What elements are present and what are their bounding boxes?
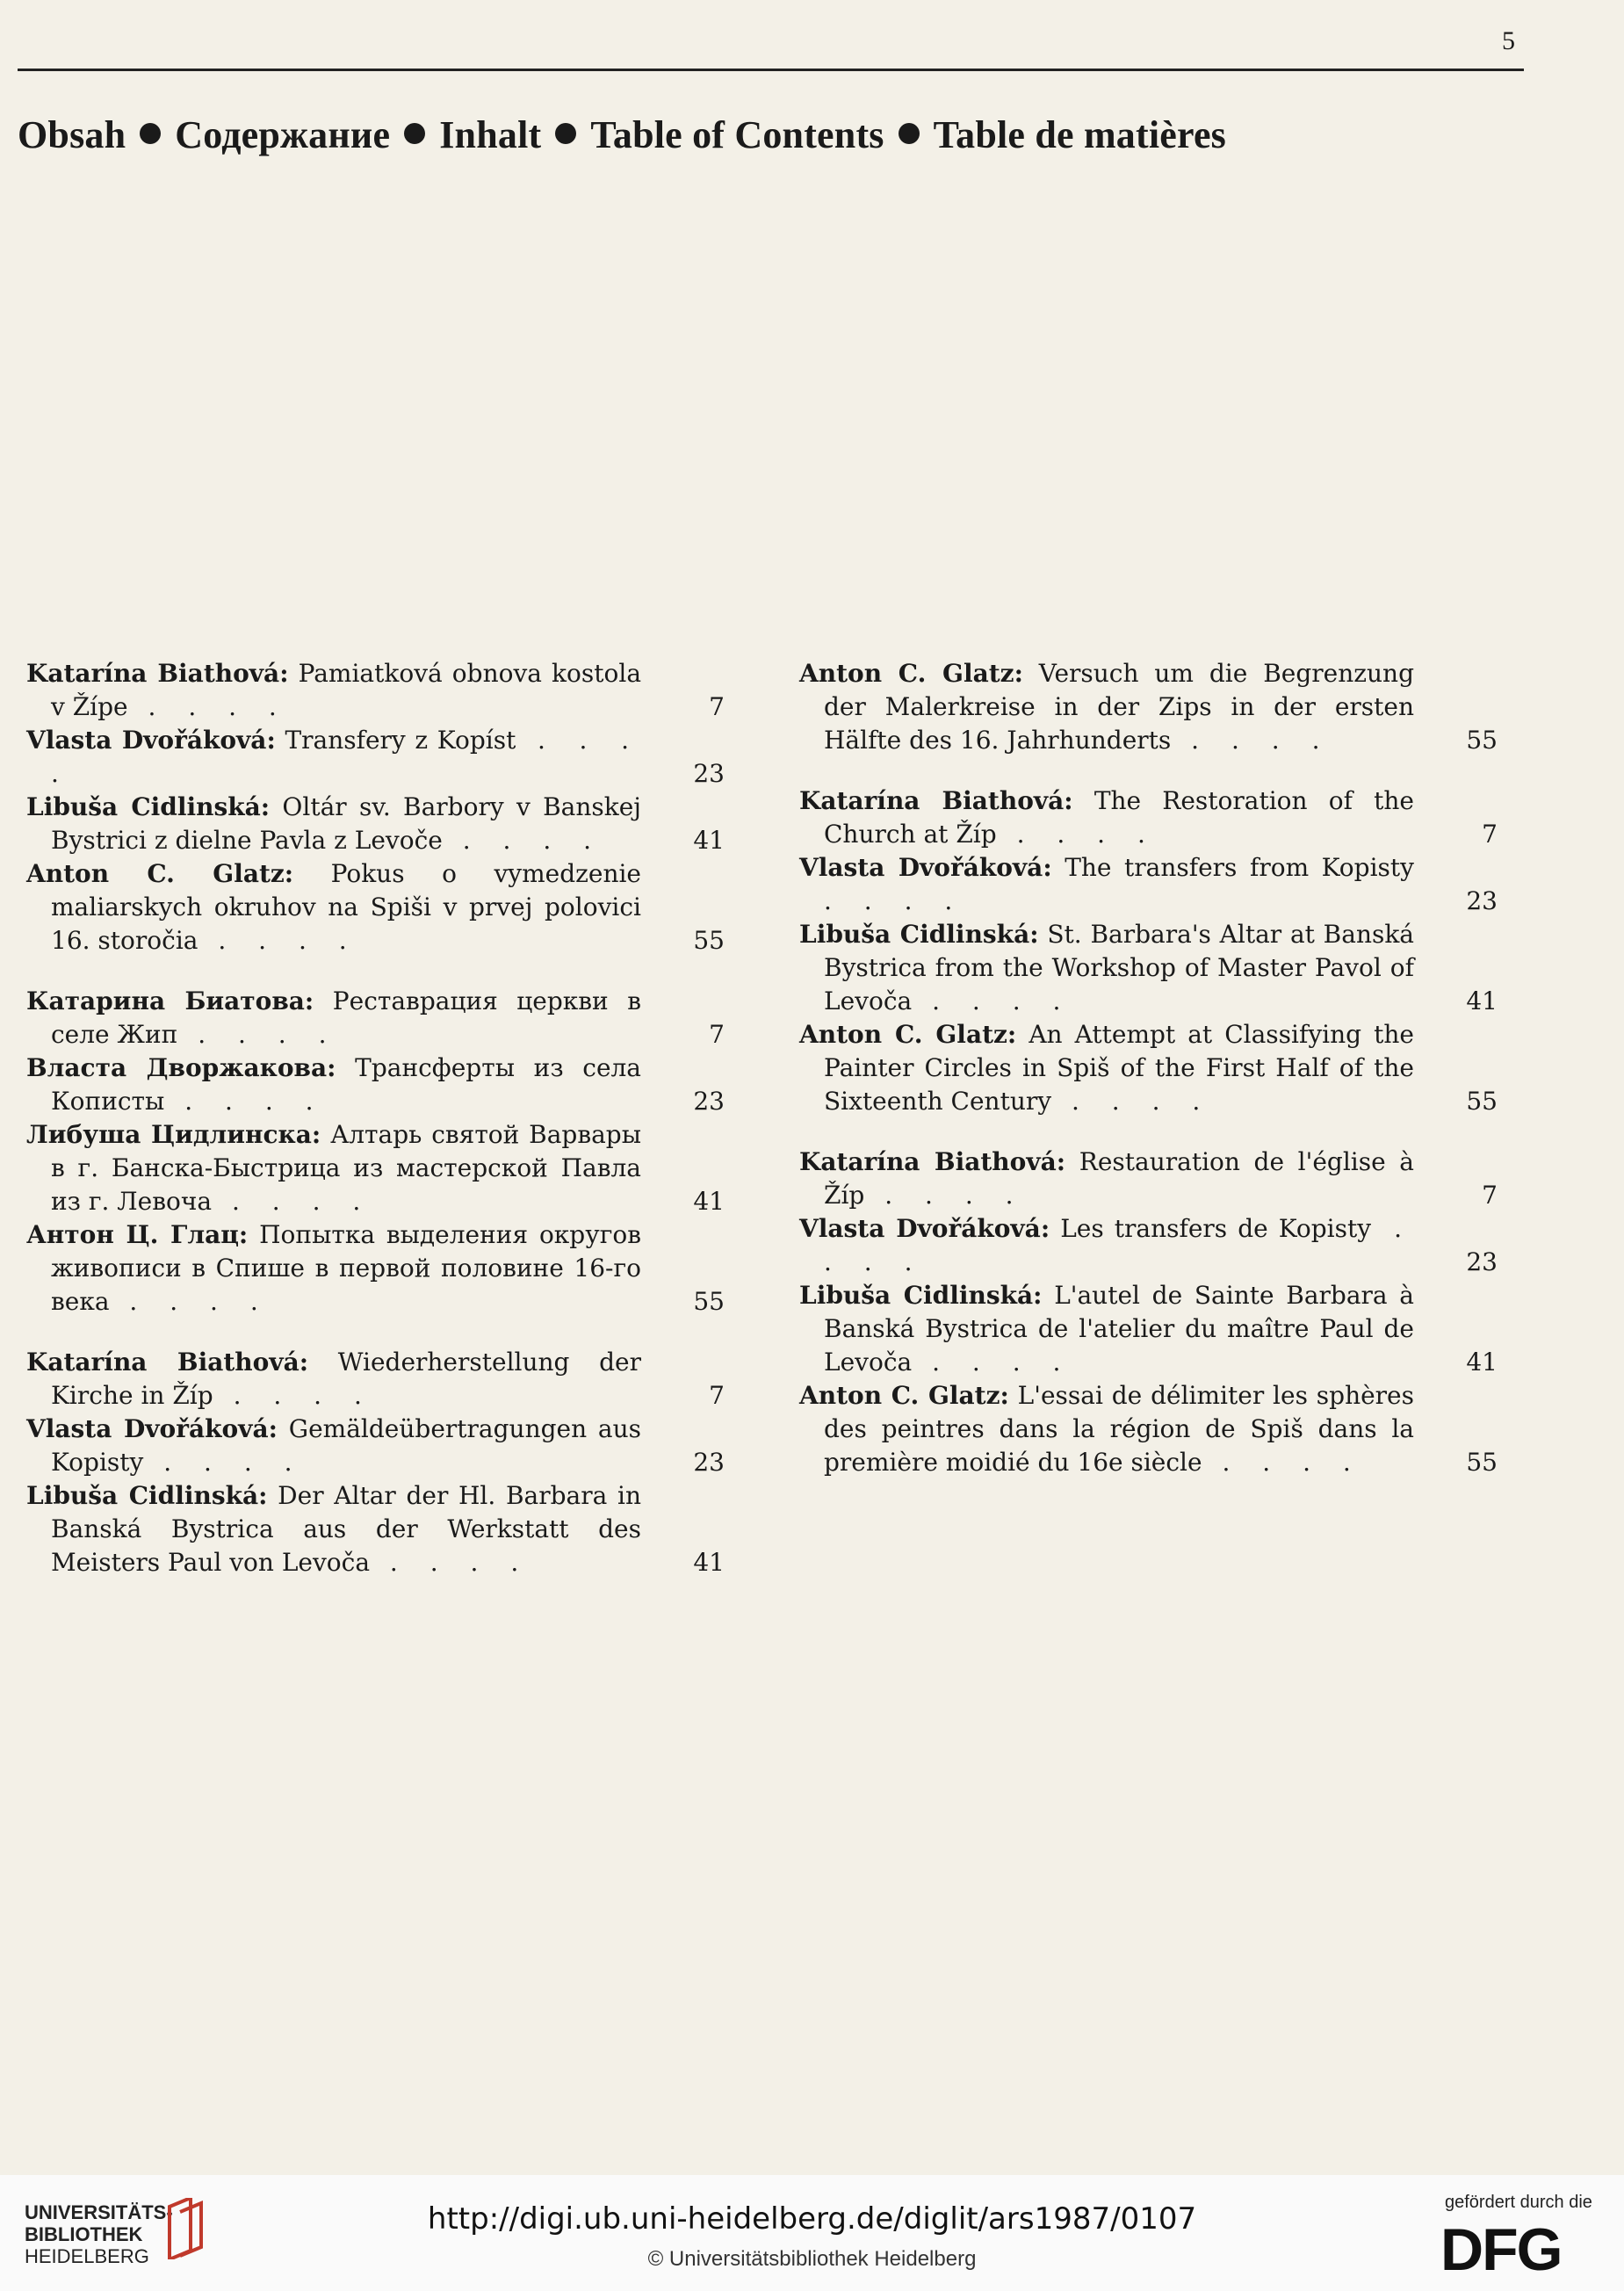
toc-entry[interactable] <box>26 985 725 1052</box>
entry-title: Трансферты из села Кописты <box>51 1053 641 1116</box>
dot-leader: . . . . <box>213 1381 374 1410</box>
dot-leader: . . . . <box>1202 1448 1363 1477</box>
dot-leader: . . . . <box>51 726 641 788</box>
entry-text <box>26 985 725 1052</box>
toc-column-right <box>799 657 1498 1507</box>
entry-page-number: 23 <box>1466 886 1498 915</box>
entry-author: Vlasta Dvořáková: <box>799 853 1052 882</box>
toc-entry[interactable] <box>26 791 725 857</box>
dot-leader: . . . . <box>177 1020 339 1049</box>
entry-text <box>26 657 725 724</box>
entry-page-number: 23 <box>1466 1247 1498 1276</box>
entry-author: Либуша Цидлинска: <box>26 1120 321 1149</box>
entry-page-number: 55 <box>1466 1448 1498 1477</box>
entry-title: L'autel de Sainte Barbara à Banská Bystrica de l'atelier du maître Paul de Levoča <box>824 1281 1414 1377</box>
entry-text <box>799 1379 1498 1479</box>
entry-page-number: 23 <box>693 1448 725 1477</box>
entry-text <box>799 1146 1498 1212</box>
entry-title: St. Barbara's Altar at Banská Bystrica from the Workshop of Master Pavol of Levoča <box>824 920 1415 1015</box>
entry-text <box>799 784 1498 851</box>
entry-author: Антон Ц. Глац: <box>26 1220 249 1249</box>
entry-text <box>26 1413 725 1479</box>
dfg-logo: DFG <box>1440 2216 1562 2283</box>
entry-title: An Attempt at Classifying the Painter Circles in Spiš of the First Half of the Sixteenth Century <box>824 1020 1414 1116</box>
toc-entry[interactable] <box>799 784 1498 851</box>
dot-leader: . . . . <box>212 1187 373 1216</box>
entry-page-number: 7 <box>1482 1181 1498 1210</box>
entry-title: Oltár sv. Barbory v Banskej Bystrici z dielne Pavla z Levoče <box>51 792 641 855</box>
entry-author: Katarína Biathová: <box>26 1348 309 1377</box>
permalink-url[interactable]: http://digi.ub.uni-heidelberg.de/diglit/ars1987/0107 <box>427 2201 1197 2237</box>
entry-page-number: 55 <box>693 926 725 955</box>
dot-leader: . . . . <box>442 826 604 855</box>
toc-entry[interactable] <box>799 1279 1498 1379</box>
dot-leader: . . . . <box>127 692 289 721</box>
bullet-icon <box>555 123 576 144</box>
logo-line: HEIDELBERG <box>25 2245 149 2267</box>
dot-leader: . . . . <box>1171 726 1332 755</box>
footer-bar <box>0 2175 1624 2291</box>
entry-title: Реставрация церкви в селе Жип <box>51 987 641 1049</box>
heading-english: Table of Contents <box>590 113 884 156</box>
entry-author: Anton C. Glatz: <box>799 659 1023 688</box>
entry-text <box>26 724 725 791</box>
entry-text <box>26 1479 725 1579</box>
toc-entry[interactable] <box>26 1118 725 1218</box>
entry-text <box>799 1279 1498 1379</box>
toc-entry[interactable] <box>26 857 725 958</box>
entry-text <box>26 1218 725 1319</box>
entry-text <box>26 791 725 857</box>
heading-slovak: Obsah <box>18 113 126 156</box>
entry-text <box>799 918 1498 1018</box>
entry-title: Les transfers de Kopisty <box>1060 1214 1372 1243</box>
toc-entry[interactable] <box>26 724 725 791</box>
toc-entry[interactable] <box>799 1146 1498 1212</box>
toc-group <box>799 1146 1498 1479</box>
dot-leader: . . . . <box>143 1448 305 1477</box>
toc-entry[interactable] <box>26 1346 725 1413</box>
toc-entry[interactable] <box>799 1379 1498 1479</box>
entry-title: Pokus o vymedzenie maliarskych okruhov na Spiši v prvej polovici 16. storočia <box>51 859 642 955</box>
heading-german: Inhalt <box>439 113 542 156</box>
bullet-icon <box>404 123 425 144</box>
dot-leader: . . . . <box>1051 1087 1213 1116</box>
entry-title: Попытка выделения округов живописи в Спише в первой половине 16-го века <box>51 1220 641 1316</box>
dot-leader: . . . . <box>864 1181 1026 1210</box>
toc-entry[interactable] <box>799 1212 1498 1279</box>
entry-page-number: 7 <box>709 1381 725 1410</box>
header-rule <box>18 69 1524 71</box>
entry-author: Anton C. Glatz: <box>799 1381 1009 1410</box>
entry-title: The transfers from Kopisty <box>1065 853 1414 882</box>
dot-leader: . . . . <box>370 1548 531 1577</box>
toc-group <box>26 1346 725 1579</box>
entry-page-number: 7 <box>1482 820 1498 849</box>
toc-group <box>799 784 1498 1118</box>
toc-entry[interactable] <box>799 918 1498 1018</box>
dot-leader: . . . . <box>912 1348 1073 1377</box>
dot-leader: . . . . <box>824 886 965 915</box>
entry-title: Wiederherstellung der Kirche in Žíp <box>51 1348 641 1410</box>
dot-leader: . . . . <box>996 820 1158 849</box>
entry-text <box>26 857 725 958</box>
toc-entry[interactable] <box>26 1479 725 1579</box>
entry-text <box>799 1212 1498 1279</box>
entry-text <box>799 1018 1498 1118</box>
entry-title: L'essai de délimiter les sphères des peintres dans la région de Spiš dans la première moidié du 16e siècle <box>824 1381 1414 1477</box>
entry-page-number: 23 <box>693 759 725 788</box>
heading-french: Table de matières <box>933 113 1227 156</box>
entry-author: Vlasta Dvořáková: <box>26 1414 278 1443</box>
logo-line: UNIVERSITÄTS- <box>25 2201 173 2223</box>
entry-title: The Restoration of the Church at Žíp <box>824 786 1414 849</box>
entry-title: Gemäldeübertragungen aus Kopisty <box>51 1414 642 1477</box>
entry-author: Vlasta Dvořáková: <box>799 1214 1050 1243</box>
bullet-icon <box>140 123 161 144</box>
entry-text <box>799 851 1498 918</box>
dot-leader: . . . . <box>824 1214 1414 1276</box>
funding-label: gefördert durch die <box>1445 2193 1592 2212</box>
dot-leader: . . . . <box>164 1087 326 1116</box>
dot-leader: . . . . <box>912 987 1073 1015</box>
heading-russian: Содержание <box>175 113 391 156</box>
toc-group <box>26 985 725 1319</box>
entry-text <box>26 1118 725 1218</box>
entry-title: Pamiatková obnova kostola v Žípe <box>51 659 642 721</box>
entry-page-number: 55 <box>1466 1087 1498 1116</box>
entry-title: Алтарь святой Варвары в г. Банска-Быстрица из мастерской Павла из г. Левоча <box>51 1120 641 1216</box>
toc-entry[interactable] <box>26 1052 725 1118</box>
entry-text <box>26 1346 725 1413</box>
toc-entry[interactable] <box>799 657 1498 757</box>
dot-leader: . . . . <box>198 926 359 955</box>
toc-group <box>799 657 1498 757</box>
bullet-icon <box>899 123 920 144</box>
entry-author: Libuša Cidlinská: <box>799 1281 1043 1310</box>
toc-entry[interactable] <box>26 1413 725 1479</box>
entry-text <box>799 657 1498 757</box>
entry-title: Transfery z Kopíst <box>285 726 516 755</box>
entry-page-number: 41 <box>693 1187 725 1216</box>
entry-page-number: 23 <box>693 1087 725 1116</box>
copyright-notice: © Universitätsbibliothek Heidelberg <box>647 2247 977 2271</box>
entry-page-number: 41 <box>1466 987 1498 1015</box>
toc-entry[interactable] <box>799 1018 1498 1118</box>
entry-page-number: 41 <box>693 1548 725 1577</box>
entry-author: Katarína Biathová: <box>26 659 289 688</box>
entry-author: Власта Дворжакова: <box>26 1053 336 1082</box>
toc-entry[interactable] <box>799 851 1498 918</box>
toc-group <box>26 657 725 958</box>
toc-column-left <box>26 657 725 1607</box>
page-number: 5 <box>1502 26 1515 55</box>
entry-author: Libuša Cidlinská: <box>26 1481 268 1510</box>
entry-title: Der Altar der Hl. Barbara in Banská Bystrica aus der Werkstatt des Meisters Paul von Levoča <box>51 1481 642 1577</box>
entry-author: Libuša Cidlinská: <box>26 792 271 821</box>
entry-page-number: 7 <box>709 692 725 721</box>
entry-page-number: 55 <box>1466 726 1498 755</box>
dot-leader: . . . . <box>109 1287 271 1316</box>
toc-entry[interactable] <box>26 657 725 724</box>
entry-page-number: 41 <box>693 826 725 855</box>
logo-line: BIBLIOTHEK <box>25 2223 143 2245</box>
entry-page-number: 55 <box>693 1287 725 1316</box>
entry-author: Vlasta Dvořáková: <box>26 726 276 755</box>
entry-title: Versuch um die Begrenzung der Malerkreise in der Zips in der ersten Hälfte des 16. Jahrhunderts <box>824 659 1414 755</box>
entry-author: Libuša Cidlinská: <box>799 920 1039 949</box>
entry-author: Katarína Biathová: <box>799 1147 1066 1176</box>
toc-entry[interactable] <box>26 1218 725 1319</box>
entry-page-number: 41 <box>1466 1348 1498 1377</box>
entry-author: Катарина Биатова: <box>26 987 314 1015</box>
entry-author: Katarína Biathová: <box>799 786 1073 815</box>
entry-page-number: 7 <box>709 1020 725 1049</box>
entry-author: Anton C. Glatz: <box>26 859 294 888</box>
contents-heading <box>18 112 1226 157</box>
entry-author: Anton C. Glatz: <box>799 1020 1017 1049</box>
entry-text <box>26 1052 725 1118</box>
entry-title: Restauration de l'église à Žíp <box>824 1147 1414 1210</box>
